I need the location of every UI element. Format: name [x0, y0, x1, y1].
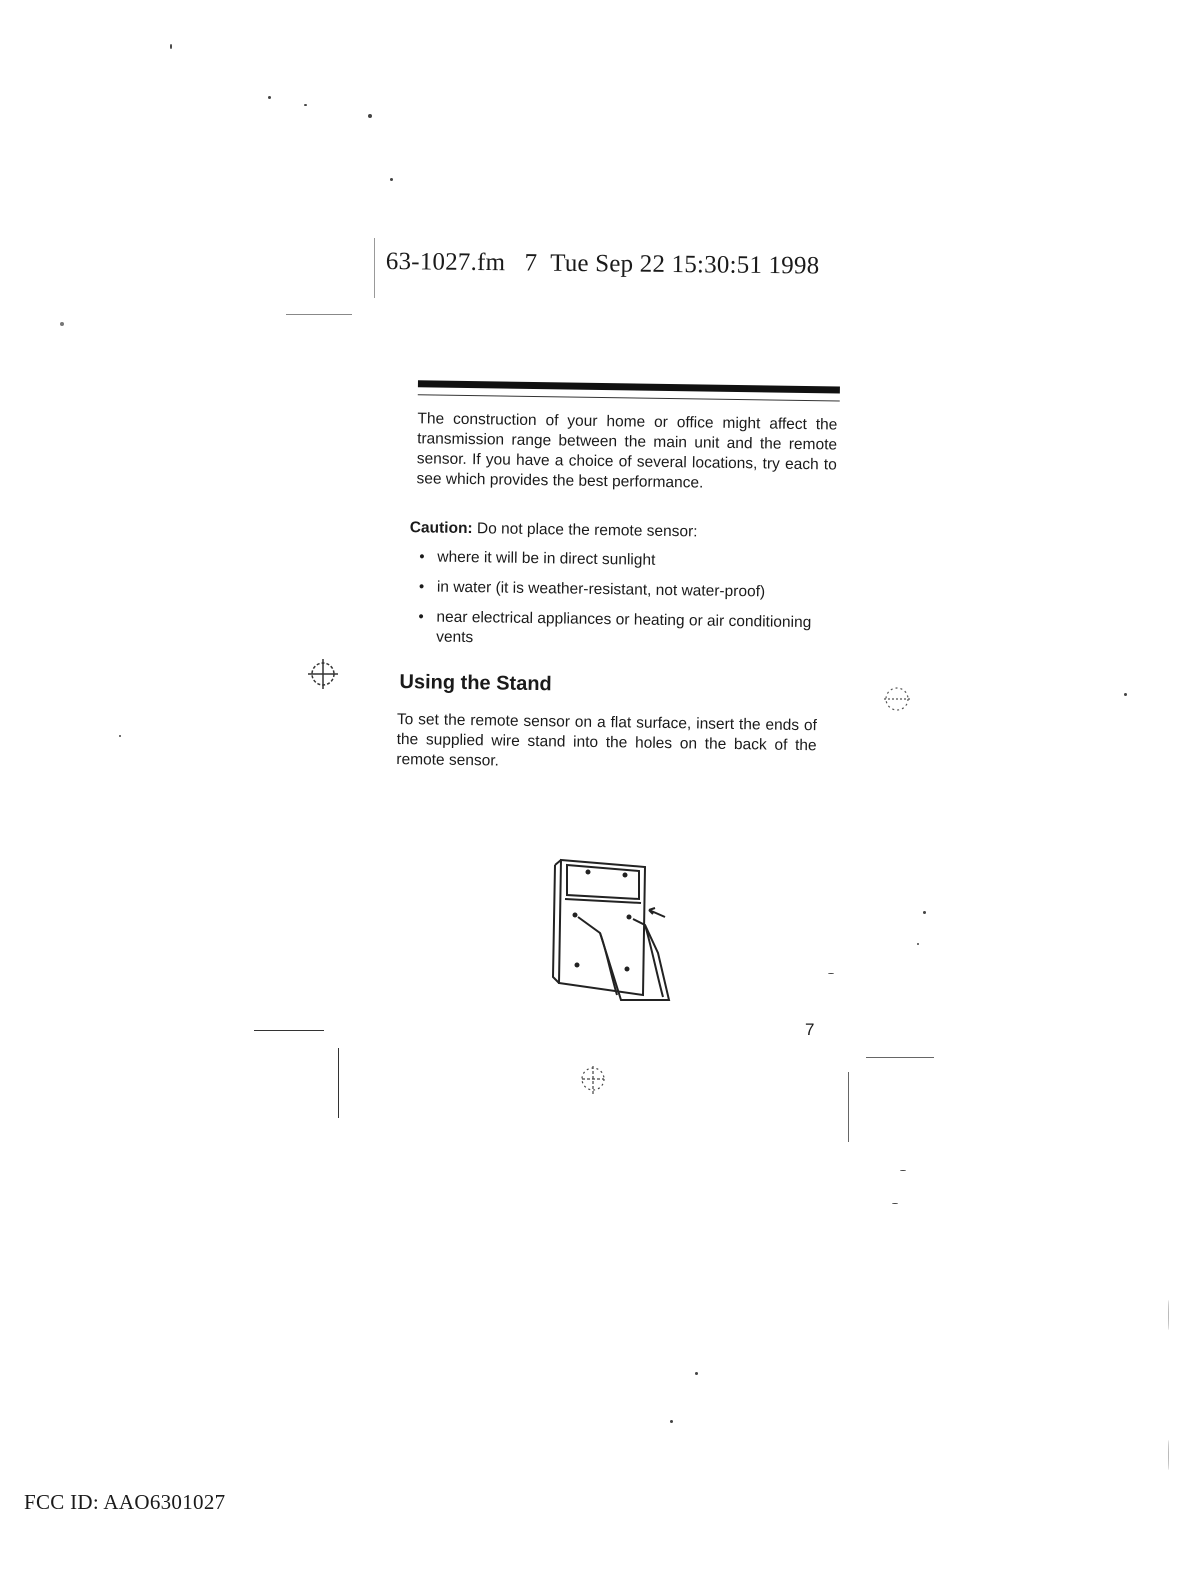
registration-mark-icon: [576, 1062, 610, 1096]
page-number: 7: [805, 1020, 815, 1039]
caution-list: [418, 547, 829, 653]
remote-sensor-stand-illustration: [545, 855, 685, 1010]
bullet-text: in water (it is weather-resistant, not water-proof): [436, 578, 766, 601]
intro-paragraph: The construction of your home or office might affect the transmission range between the main unit and the remote sensor. If you have a choice of several locations, try each to see which provides the best performance.: [416, 410, 838, 492]
caution-line: [410, 519, 843, 543]
caution-label: Caution:: [409, 519, 473, 538]
section-title: Using the Stand: [399, 671, 552, 696]
registration-mark-icon: [306, 657, 340, 691]
registration-mark-icon: [880, 682, 914, 716]
header-file: 63-1027.fm: [385, 248, 506, 277]
header-timestamp: Tue Sep 22 15:30:51 1998: [550, 249, 820, 280]
crop-mark: [848, 1072, 849, 1142]
list-item: [419, 577, 829, 603]
bullet-icon: •: [418, 608, 424, 626]
list-item: [418, 607, 829, 653]
crop-mark: [254, 1030, 324, 1031]
bullet-text: near electrical appliances or heating or air conditioning vents: [436, 608, 812, 647]
bullet-icon: •: [419, 548, 425, 566]
top-rule-thin: [418, 394, 840, 401]
manual-page: [394, 380, 845, 777]
header-page: 7: [524, 249, 538, 277]
crop-mark: [374, 238, 375, 298]
bullet-text: where it will be in direct sunlight: [437, 548, 656, 569]
stand-paragraph: To set the remote sensor on a flat surface, insert the ends of the supplied wire stand into the holes on the back of the remote sensor.: [396, 710, 818, 770]
list-item: [419, 547, 829, 573]
crop-mark: [338, 1048, 339, 1118]
top-rule-thick: [418, 380, 840, 393]
caution-text: Do not place the remote sensor:: [472, 520, 698, 541]
crop-mark: [286, 314, 352, 315]
bullet-icon: •: [418, 578, 425, 596]
fcc-id: FCC ID: AAO6301027: [24, 1490, 226, 1514]
crop-mark: [866, 1057, 934, 1058]
file-header: [386, 248, 820, 281]
